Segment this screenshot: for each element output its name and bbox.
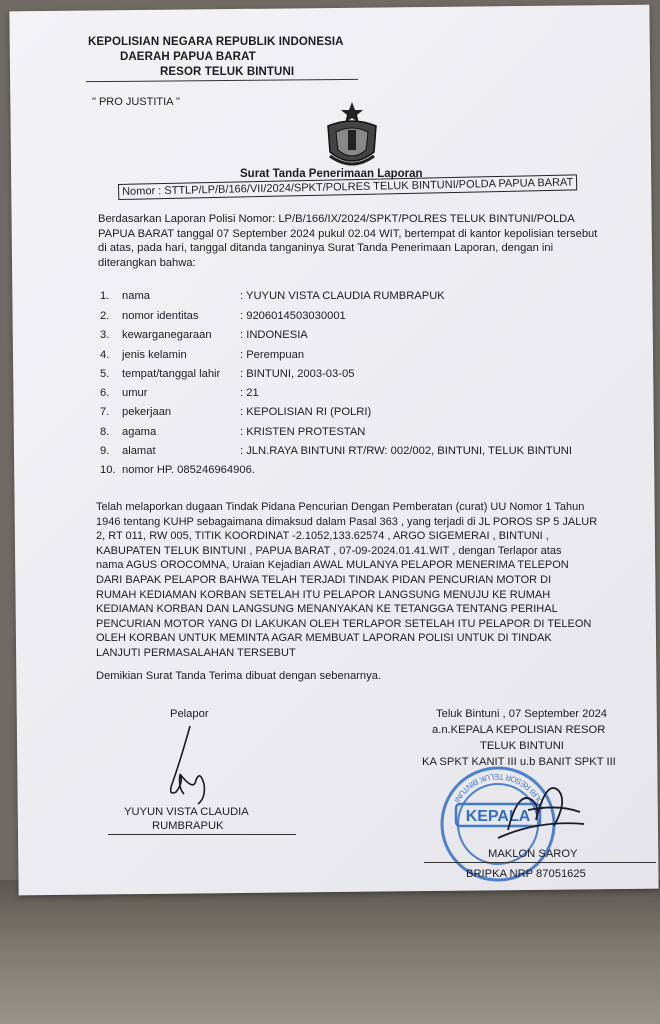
report-line: 1946 tentang KUHP sebagaimana dimaksud dalam Pasal 363 , yang terjadi di JL POROS SP 5 JALUR: [96, 515, 598, 528]
stamp-center-text: KEPALA: [465, 808, 531, 825]
row-label: umur: [122, 387, 148, 399]
row-value: : YUYUN VISTA CLAUDIA RUMBRAPUK: [240, 290, 445, 302]
reporter-signature-line: [108, 834, 296, 835]
pro-justitia: " PRO JUSTITIA ": [92, 96, 180, 108]
document-number: Nomor : STTLP/LP/B/166/VII/2024/SPKT/POLRES TELUK BINTUNI/POLDA PAPUA BARAT: [118, 174, 577, 200]
intro-line: di atas, pada hari, tanggal ditanda tanganinya Surat Tanda Penerimaan Laporan, dengan ini: [98, 242, 554, 254]
row-number: 1.: [100, 290, 110, 302]
row-value: : JLN.RAYA BINTUNI RT/RW: 002/002, BINTUNI, TELUK BINTUNI: [240, 445, 572, 457]
report-line: RUMAH KEDIAMAN KORBAN SETELAH ITU PELAPOR LANGSUNG MENUJU KE RUMAH: [96, 588, 551, 601]
intro-line: PAPUA BARAT tanggal 07 September 2024 pukul 02.04 WIT, bertempat di kantor kepolisian tersebut: [98, 227, 598, 240]
report-line: Telah melaporkan dugaan Tindak Pidana Pencurian Dengan Pemberatan (curat) UU Nomor 1 Tahun: [96, 501, 585, 513]
row-number: 3.: [100, 329, 110, 341]
reporter-name-line2: RUMBRAPUK: [152, 820, 224, 832]
report-paragraph: [96, 500, 620, 661]
reporter-name-line1: YUYUN VISTA CLAUDIA: [124, 806, 249, 818]
police-emblem-icon: [320, 100, 384, 172]
row-value: : Perempuan: [240, 349, 305, 361]
report-line: KEDIAMAN KORBAN DAN LANGSUNG MENANYAKAN KE TETANGGA TENTANG PERIHAL: [96, 603, 558, 616]
row-number: 5.: [100, 368, 110, 380]
row-number: 9.: [100, 445, 110, 457]
row-number: 8.: [100, 426, 110, 438]
header-institution: KEPOLISIAN NEGARA REPUBLIK INDONESIA: [88, 36, 344, 48]
row-number: 4.: [100, 349, 110, 361]
report-line: 2, RT 011, RW 005, TITIK KOORDINAT -2.1052,133.62574 , ARGO SIGEMERAI , BINTUNI ,: [96, 530, 549, 543]
place-date: Teluk Bintuni , 07 September 2024: [436, 708, 608, 720]
row-label: nomor HP. 085246964906.: [122, 464, 255, 476]
stamp-ring-path-text: POLRI RESOR TELUK BINTUNI: [451, 771, 548, 812]
row-value: : KEPOLISIAN RI (POLRI): [240, 406, 372, 418]
row-label: alamat: [122, 445, 156, 457]
reporter-signature-icon: [150, 722, 230, 808]
intro-line: Berdasarkan Laporan Polisi Nomor: LP/B/166/IX/2024/SPKT/POLRES TELUK BINTUNI/POLDA: [98, 213, 575, 225]
closing-statement: Demikian Surat Tanda Terima dibuat dengan sebenarnya.: [96, 670, 382, 682]
report-line: DARI BAPAK PELAPOR BAHWA TELAH TERJADI TINDAK PIDAN PENCURIAN MOTOR DI: [96, 573, 552, 586]
report-line: OLEH KORBAN UNTUK MEMINTA AGAR MEMBUAT LAPORAN POLISI UNTUK DI TINDAK: [96, 632, 552, 645]
row-value: : BINTUNI, 2003-03-05: [240, 368, 355, 380]
report-line: KABUPATEN TELUK BINTUNI , PAPUA BARAT , 07-09-2024.01.41.WIT , dengan Terlapor atas: [96, 544, 562, 557]
header-underline: [86, 79, 358, 82]
row-number: 10.: [100, 464, 116, 476]
row-label: tempat/tanggal lahir: [122, 368, 221, 380]
official-title-line2: TELUK BINTUNI: [480, 740, 564, 752]
official-title-line1: a.n.KEPALA KEPOLISIAN RESOR: [432, 724, 606, 736]
reporter-role: Pelapor: [170, 708, 209, 720]
report-line: LANJUTI PERMASALAHAN TERSEBUT: [96, 646, 296, 659]
row-number: 7.: [100, 406, 110, 418]
official-rank: BRIPKA NRP 87051625: [466, 868, 586, 880]
report-line: nama AGUS OROCOMNA, Uraian Kejadian AWAL MULANYA PELAPOR MENERIMA TELEPON: [96, 559, 569, 572]
row-value: : INDONESIA: [240, 329, 308, 341]
row-label: nama: [122, 290, 150, 302]
header-resort: RESOR TELUK BINTUNI: [160, 66, 295, 78]
intro-paragraph: [98, 212, 618, 270]
official-signature-icon: [488, 760, 588, 846]
official-name: MAKLON SAROY: [488, 848, 578, 860]
intro-line: diterangkan bahwa:: [98, 256, 196, 269]
header-region: DAERAH PAPUA BARAT: [120, 51, 256, 63]
row-label: kewarganegaraan: [122, 329, 212, 341]
row-label: jenis kelamin: [122, 349, 187, 361]
row-value: : 21: [240, 387, 259, 399]
official-title-line3: KA SPKT KANIT III u.b BANIT SPKT III: [422, 756, 616, 768]
row-value: : KRISTEN PROTESTAN: [240, 426, 366, 438]
row-label: nomor identitas: [122, 310, 199, 322]
official-signature-line: [424, 862, 656, 863]
row-value: : 9206014503030001: [240, 310, 346, 322]
document-title: Surat Tanda Penerimaan Laporan: [240, 168, 423, 180]
row-label: pekerjaan: [122, 406, 172, 418]
report-line: PENCURIAN MOTOR YANG DI LAKUKAN OLEH TERLAPOR SETELAH ITU PELAPOR DI TELEON: [96, 617, 592, 630]
row-number: 2.: [100, 310, 110, 322]
row-label: agama: [122, 426, 157, 438]
row-number: 6.: [100, 387, 110, 399]
